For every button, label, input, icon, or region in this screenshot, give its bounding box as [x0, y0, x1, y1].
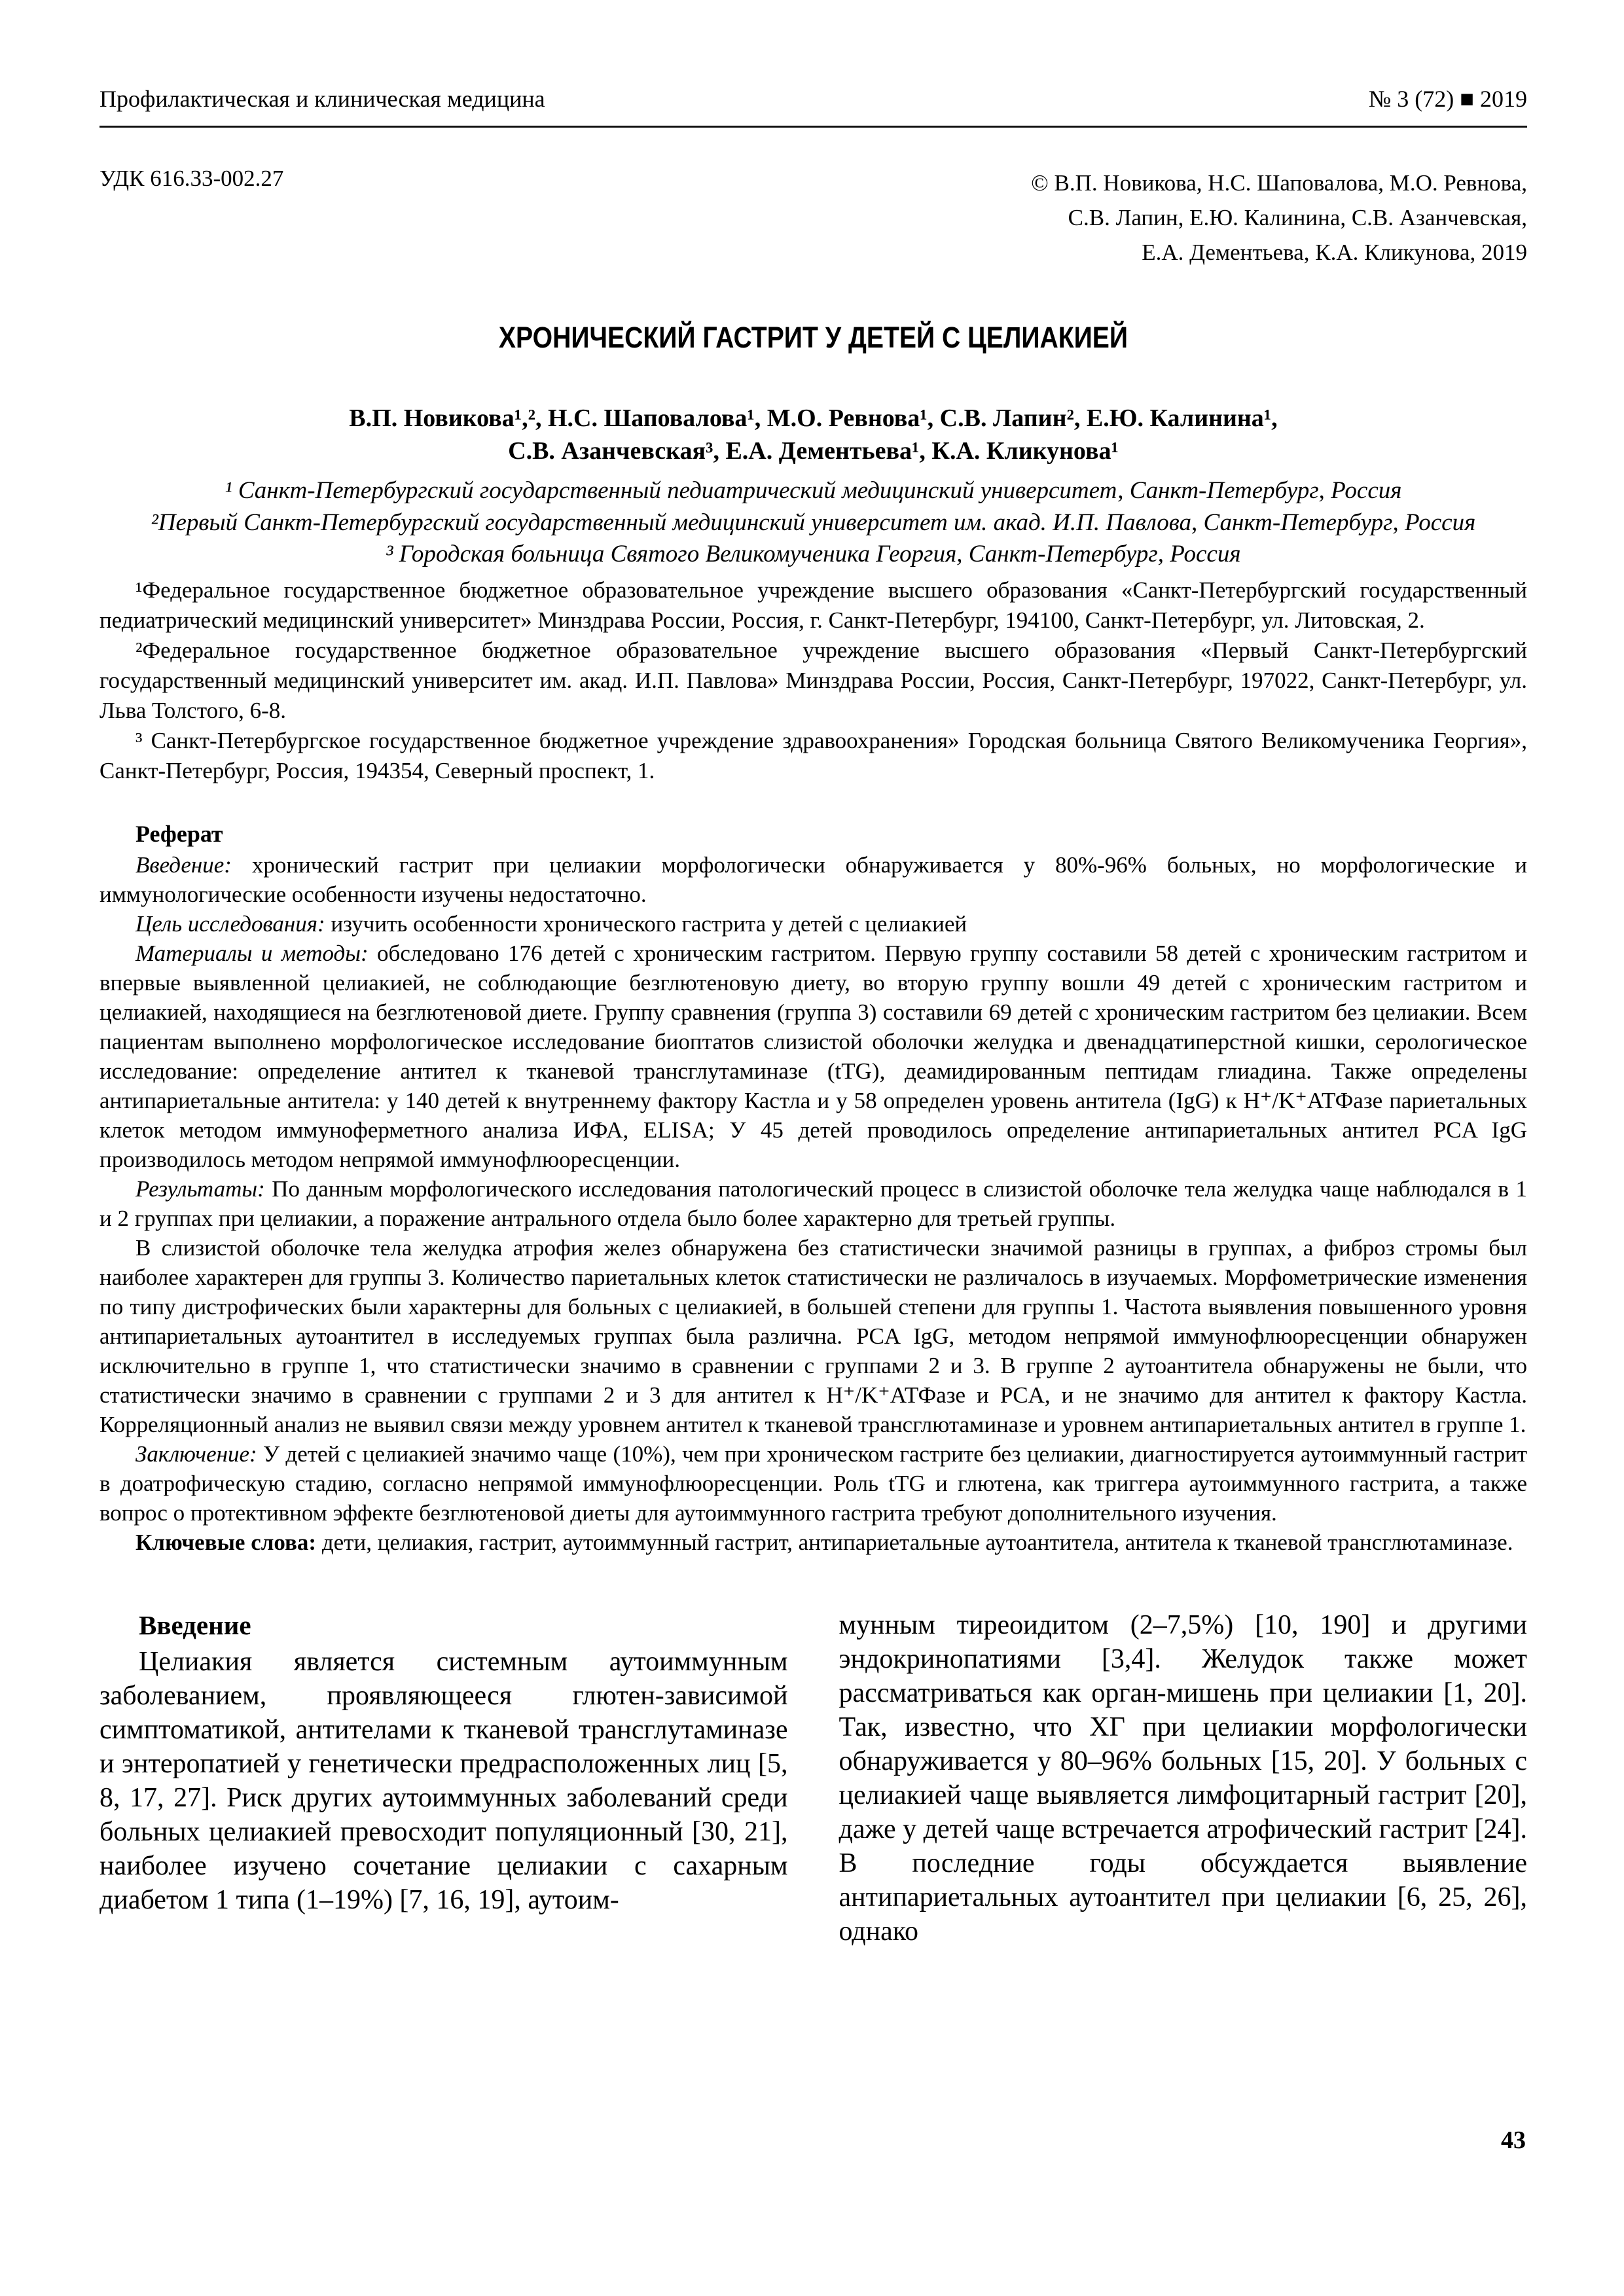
introduction-text-left: Целиакия является системным аутоиммунным заболеванием, проявляющееся глютен-зависимой симптоматикой, антителами к тканевой трансглутаминазе и энтеропатией у генетически предрасположенных лиц [5, 8, 17, 27]. Риск других аутоиммунных заболеваний среди больных целиакией превосходит популяционный [30, 21], наиболее изучено сочетание целиакии с сахарным диабетом 1 типа (1–19%) [7, 16, 19], аутоим-: [99, 1646, 788, 1915]
paragraph-label: Цель исследования:: [135, 910, 331, 937]
introduction-text-right: мунным тиреоидитом (2–7,5%) [10, 190] и другими эндокринопатиями [3,4]. Желудок также может рассматриваться как орган-мишень при целиакии [1, 20]. Так, известно, что ХГ при целиакии морфологически обнаруживается у 80–96% больных [15, 20]. У больных с целиакией чаще выявляется лимфоцитарный гастрит [20], даже у детей чаще встречается атрофический гастрит [24]. В последние годы обсуждается выявление антипариетальных аутоантител при целиакии [6, 25, 26], однако: [839, 1609, 1527, 1946]
copyright-block: [1031, 166, 1527, 270]
footnote: ³ Санкт-Петербургское государственное бюджетное учреждение здравоохранения» Городская больница Святого Великомученика Георгия», Санкт-Петербург, Россия, 194354, Северный проспект, 1.: [99, 727, 1527, 783]
meta-row: [99, 166, 1527, 270]
paragraph-text: хронический гастрит при целиакии морфологически обнаруживается у 80%-96% больных, но морфологические и иммунологические особенности изучены недостаточно.: [99, 852, 1527, 907]
affiliations-block: [99, 475, 1527, 569]
affiliation: ³ Городская больница Святого Великомученика Георгия, Санкт-Петербург, Россия: [386, 540, 1241, 567]
page-number: 43: [1501, 2126, 1526, 2154]
paragraph-text: изучить особенности хронического гастрита у детей с целиакией: [331, 910, 967, 937]
paragraph-label: Введение:: [135, 852, 252, 878]
abstract-paragraph-results-continued: [99, 1233, 1527, 1439]
abstract-paragraph-introduction: [99, 850, 1527, 909]
right-column: [839, 1608, 1528, 1948]
paragraph-text: В слизистой оболочке тела желудка атрофия желез обнаружена без статистически значимой разницы в группах, а фиброз стромы был наиболее характерен для группы 3. Количество париетальных клеток статистически не различалось в изучаемых. Морфометрические изменения по типу дистрофических были характерны для больных с целиакией, в большей степени для группы 1. Частота выявления повышенного уровня антипариетальных аутоантител в исследуемых группах была различна. PCA IgG, методом непрямой иммунофлюоресценции обнаружен исключительно в группе 1, что статистически значимо в сравнении с группами 2 и 3. В группе 2 аутоантитела обнаружены не были, что статистически значимо в сравнении с группами 2 и 3 для антител к H⁺/K⁺АТФазе и PCA, и не значимо для антител к фактору Кастла. Корреляционный анализ не выявил связи между уровнем антител к тканевой трансглютаминазе и уровнем антипариетальных антител в группе 1.: [99, 1234, 1527, 1437]
abstract-paragraph-aim: [99, 909, 1527, 939]
journal-name: Профилактическая и клиническая медицина: [99, 86, 545, 112]
affiliation: ²Первый Санкт-Петербургский государственный медицинский университет им. акад. И.П. Павлова, Санкт-Петербург, Россия: [151, 509, 1476, 536]
paragraph-text: обследовано 176 детей с хроническим гастритом. Первую группу составили 58 детей с хроническим гастритом и впервые выявленной целиакией, не соблюдающие безглютеновую диету, во вторую группу вошли 49 детей с хроническим гастритом и целиакией, находящиеся на безглютеновой диете. Группу сравнения (группа 3) составили 69 детей с хроническим гастритом без целиакии. Всем пациентам выполнено морфологическое исследование биоптатов слизистой оболочки желудка и двенадцатиперстной кишки, серологическое исследование: определение антител к тканевой трансглутаминазе (tTG), деамидированным пептидам глиадина. Также определены антипариетальные антитела: у 140 детей к внутреннему фактору Кастла и у 58 определен уровень антитела (IgG) к H⁺/K⁺АТФазе париетальных клеток методом иммуноферметного анализа ИФА, ELISA; У 45 детей проводилось определение антипариетальных антител PCA IgG производилось методом непрямой иммунофлюоресценции.: [99, 940, 1527, 1172]
running-header: [99, 86, 1527, 128]
udc-code: УДК 616.33-002.27: [99, 165, 284, 191]
introduction-columns: [99, 1608, 1527, 1948]
issue-number: № 3 (72) ■ 2019: [1368, 86, 1527, 112]
copyright-line: Е.А. Дементьева, К.А. Кликунова, 2019: [1142, 239, 1527, 265]
affiliation: ¹ Санкт-Петербургский государственный педиатрический медицинский университет, Санкт-Петербург, Россия: [225, 477, 1402, 505]
abstract-section: [99, 820, 1527, 1557]
article-title: ХРОНИЧЕСКИЙ ГАСТРИТ У ДЕТЕЙ С ЦЕЛИАКИЕЙ: [498, 321, 1128, 355]
copyright-line: С.В. Лапин, Е.Ю. Калинина, С.В. Азанчевская,: [1068, 204, 1527, 230]
paragraph-label: Заключение:: [135, 1441, 264, 1467]
introduction-heading: Введение: [139, 1609, 251, 1640]
abstract-paragraph-conclusion: [99, 1439, 1527, 1528]
footnote: ¹Федеральное государственное бюджетное образовательное учреждение высшего образования «Санкт-Петербургский государственный педиатрический медицинский университет» Минздрава России, Россия, г. Санкт-Петербург, 194100, Санкт-Петербург, ул. Литовская, 2.: [99, 577, 1527, 633]
left-column: [99, 1608, 788, 1948]
keywords-label: Ключевые слова:: [135, 1529, 322, 1555]
abstract-heading: Реферат: [135, 820, 223, 847]
paragraph-label: Результаты:: [135, 1175, 272, 1202]
copyright-line: © В.П. Новикова, Н.С. Шаповалова, М.О. Ревнова,: [1031, 170, 1527, 196]
institution-footnotes: [99, 575, 1527, 786]
keywords-paragraph: [99, 1528, 1527, 1557]
paragraph-text: У детей с целиакией значимо чаще (10%), чем при хроническом гастрите без целиакии, диагностируется аутоиммунный гастрит в доатрофическую стадию, согласно непрямой иммунофлюоресценции. Роль tTG и глютена, как триггера аутоиммунного гастрита, а также вопрос о протективном эффекте безглютеновой диеты для аутоиммунного гастрита требуют дополнительного изучения.: [99, 1441, 1527, 1526]
keywords-text: дети, целиакия, гастрит, аутоиммунный гастрит, антипариетальные аутоантитела, антитела к тканевой трансглютаминазе.: [321, 1529, 1513, 1555]
authors-line: С.В. Азанчевская³, Е.А. Дементьева¹, К.А. Кликунова¹: [508, 437, 1119, 465]
paragraph-label: Материалы и методы:: [135, 940, 378, 966]
abstract-paragraph-materials: [99, 939, 1527, 1174]
authors-line: В.П. Новикова¹,², Н.С. Шаповалова¹, М.О. Ревнова¹, С.В. Лапин², Е.Ю. Калинина¹,: [349, 404, 1278, 433]
abstract-paragraph-results: [99, 1174, 1527, 1233]
footnote: ²Федеральное государственное бюджетное образовательное учреждение высшего образования «Первый Санкт-Петербургский государственный медицинский университет им. акад. И.П. Павлова» Минздрава России, Россия, Санкт-Петербург, 197022, Санкт-Петербург, ул. Льва Толстого, 6-8.: [99, 637, 1527, 723]
authors-block: [99, 402, 1527, 467]
paragraph-text: По данным морфологического исследования патологический процесс в слизистой оболочке тела желудка чаще наблюдался в 1 и 2 группах при целиакии, а поражение антрального отдела было более характерно для третьей группы.: [99, 1175, 1528, 1231]
